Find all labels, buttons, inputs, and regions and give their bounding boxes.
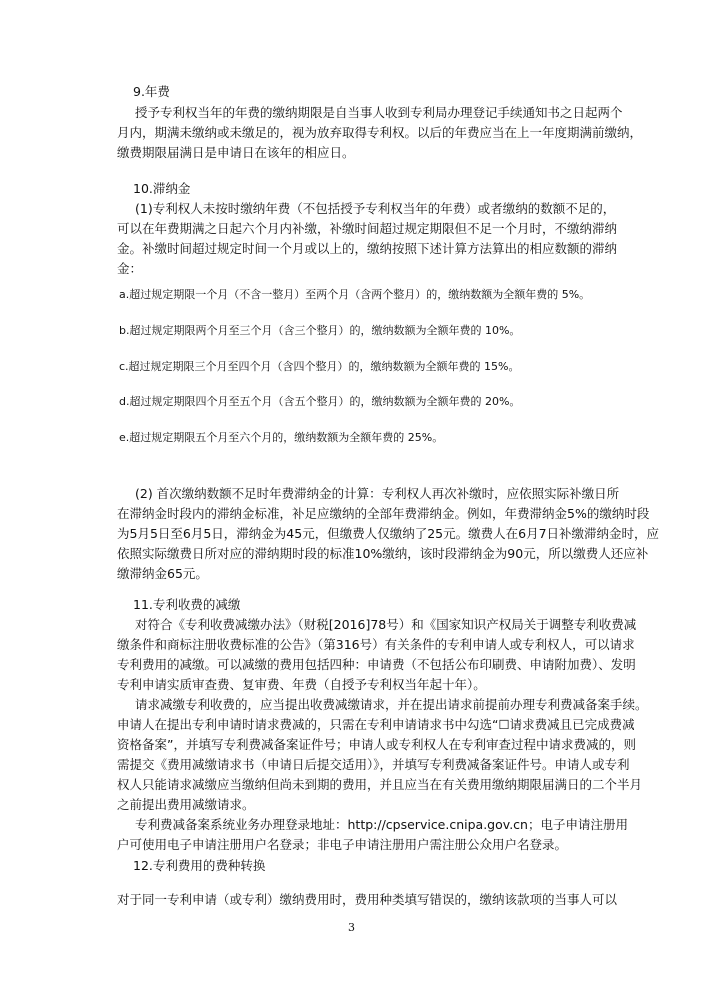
paragraph-line: 依照实际缴费日所对应的滞纳期时段的标准10%缴纳，该时段滞纳金为90元，所以缴费人还应补 [117,546,649,561]
paragraph-line: 授予专利权当年的年费的缴纳期限是自当事人收到专利局办理登记手续通知书之日起两个 [135,105,623,120]
list-item: c.超过规定期限三个月至四个月（含四个整月）的，缴纳数额为全额年费的 15%。 [119,360,520,373]
paragraph-line: 专利费用的减缴。可以减缴的费用包括四种：申请费（不包括公布印刷费、申请附加费）、发明 [117,657,636,672]
paragraph-line: 对于同一专利申请（或专利）缴纳费用时，费用种类填写错误的，缴纳该款项的当事人可以 [117,892,618,907]
paragraph-line: 缴滞纳金65元。 [117,566,208,581]
paragraph-line: 金。补缴时间超过规定时间一个月或以上的，缴纳按照下述计算方法算出的相应数额的滞纳 [117,241,618,256]
paragraph-line: 需提交《费用减缴请求书（申请日后提交适用）》，并填写专利费减备案证件号。申请人或专利 [117,757,630,772]
section-heading: 9.年费 [133,84,170,99]
list-item: d.超过规定期限四个月至五个月（含五个整月）的，缴纳数额为全额年费的 20%。 [119,395,521,408]
section-heading: 12.专利费用的费种转换 [133,858,266,873]
paragraph-line: 专利费减备案系统业务办理登录地址：http://cpservice.cnipa.gov.cn；电子申请注册用 [135,817,628,832]
list-item: a.超过规定期限一个月（不含一整月）至两个月（含两个整月）的，缴纳数额为全额年费的 5%。 [119,288,591,301]
paragraph-line: (2) 首次缴纳数额不足时年费滞纳金的计算：专利权人再次补缴时，应依照实际补缴日所 [135,486,620,501]
paragraph-line: 户可使用电子申请注册用户名登录；非电子申请注册用户需注册公众用户名登录。 [117,837,568,852]
paragraph-line: 在滞纳金时段内的滞纳金标准，补足应缴纳的全部年费滞纳金。例如，年费滞纳金5%的缴纳时段 [117,506,650,521]
list-item: e.超过规定期限五个月至六个月的，缴纳数额为全额年费的 25%。 [119,431,444,444]
paragraph-line: 缴费期限届满日是申请日在该年的相应日。 [117,145,355,160]
paragraph-line: 资格备案”，并填写专利费减备案证件号；申请人或专利权人在专利审查过程中请求费减的，则 [117,737,636,752]
paragraph-line: 申请人在提出专利申请时请求费减的，只需在专利申请请求书中勾选“☐请求费减且已完成费减 [117,717,635,732]
paragraph-line: 可以在年费期满之日起六个月内补缴，补缴时间超过规定期限但不足一个月时，不缴纳滞纳 [117,221,618,236]
paragraph-line: (1)专利权人未按时缴纳年费（不包括授予专利权当年的年费）或者缴纳的数额不足的， [135,201,616,216]
paragraph-line: 权人只能请求减缴应当缴纳但尚未到期的费用，并且应当在有关费用缴纳期限届满日的二个半月 [117,777,643,792]
paragraph-line: 金： [117,261,143,276]
paragraph-line: 请求减缴专利收费的，应当提出收费减缴请求，并在提出请求前提前办理专利费减备案手续。 [135,697,648,712]
section-heading: 11.专利收费的减缴 [133,597,241,612]
paragraph-line: 月内，期满未缴纳或未缴足的，视为放弃取得专利权。以后的年费应当在上一年度期满前缴纳， [117,125,643,140]
paragraph-line: 专利申请实质审查费、复审费、年费（自授予专利权当年起十年）。 [117,677,486,692]
section-heading: 10.滞纳金 [133,181,191,196]
paragraph-line: 之前提出费用减缴请求。 [117,797,255,812]
paragraph-line: 对符合《专利收费减缴办法》（财税[2016]78号）和《国家知识产权局关于调整专利收费减 [135,617,637,632]
page-number: 3 [348,921,355,934]
list-item: b.超过规定期限两个月至三个月（含三个整月）的，缴纳数额为全额年费的 10%。 [119,324,521,337]
paragraph-line: 缴条件和商标注册收费标准的公告》（第316号）有关条件的专利申请人或专利权人，可以请求 [117,637,635,652]
paragraph-line: 为5月5日至6月5日，滞纳金为45元，但缴费人仅缴纳了25元。缴费人在6月7日补缴滞纳金时，应 [117,526,660,541]
